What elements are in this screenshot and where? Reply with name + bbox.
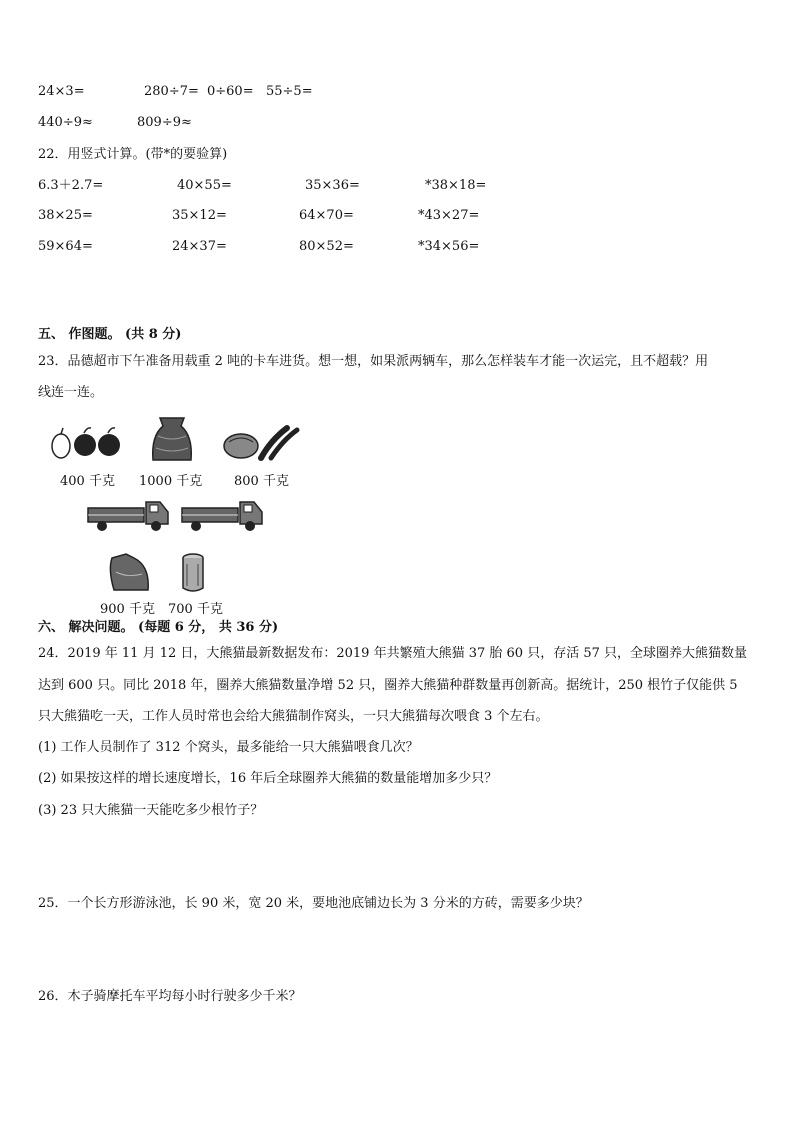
question-24-text: 24．2019 年 11 月 12 日，大熊猫最新数据发布：2019 年共繁殖大熊猫 37 胎 60 只，存活 57 只，全球圈养大熊猫数量 — [38, 646, 748, 661]
vegetables-icon — [221, 422, 301, 462]
calc-item: 35×12= — [172, 208, 227, 223]
fruit-icon — [48, 420, 120, 460]
question-23-text: 23．品德超市下午准备用载重 2 吨的卡车进货。想一想，如果派两辆车，那么怎样装车才能一次运完，且不超载？用 — [38, 354, 709, 369]
item-weight-label: 700 千克 — [168, 602, 223, 617]
section-5-heading: 五、 作图题。 (共 8 分) — [38, 327, 182, 342]
can-icon — [178, 552, 208, 594]
question-24-subquestion: (3) 23 只大熊猫一天能吃多少根竹子？ — [38, 803, 264, 818]
calc-item: 40×55= — [177, 178, 232, 193]
calc-item: 80×52= — [299, 239, 354, 254]
calc-item: 59×64= — [38, 239, 93, 254]
question-24-subquestion: (1) 工作人员制作了 312 个窝头，最多能给一只大熊猫喂食几次？ — [38, 740, 419, 755]
calc-item: *38×18= — [425, 178, 487, 193]
calc-item: 24×37= — [172, 239, 227, 254]
loading-figure — [44, 412, 314, 617]
calc-item: 440÷9≈ — [38, 115, 93, 130]
item-weight-label: 800 千克 — [234, 474, 289, 489]
calc-item: 55÷5= — [266, 84, 313, 99]
section-6-heading: 六、 解决问题。 (每题 6 分， 共 36 分) — [38, 620, 279, 635]
calc-item: 35×36= — [305, 178, 360, 193]
calc-item: *34×56= — [418, 239, 480, 254]
truck-icon — [86, 498, 172, 534]
sack-icon — [148, 414, 196, 464]
calc-item: 38×25= — [38, 208, 93, 223]
calc-item: 24×3= — [38, 84, 85, 99]
question-22-title: 22．用竖式计算。(带*的要验算) — [38, 147, 228, 162]
truck-icon — [180, 498, 266, 534]
item-weight-label: 400 千克 — [60, 474, 115, 489]
question-25-text: 25．一个长方形游泳池，长 90 米，宽 20 米，要地池底铺边长为 3 分米的方砖，需要多少块？ — [38, 896, 589, 911]
bag-icon — [106, 550, 154, 594]
item-weight-label: 1000 千克 — [139, 474, 203, 489]
question-24-subquestion: (2) 如果按这样的增长速度增长，16 年后全球圈养大熊猫的数量能增加多少只？ — [38, 771, 498, 786]
calc-item: 0÷60= — [207, 84, 254, 99]
question-23-text: 线连一连。 — [38, 385, 104, 400]
calc-item: 6.3＋2.7= — [38, 178, 104, 193]
calc-item: *43×27= — [418, 208, 480, 223]
calc-item: 280÷7= — [144, 84, 199, 99]
item-weight-label: 900 千克 — [100, 602, 155, 617]
calc-item: 809÷9≈ — [137, 115, 192, 130]
calc-item: 64×70= — [299, 208, 354, 223]
question-24-text: 达到 600 只。同比 2018 年，圈养大熊猫数量净增 52 只，圈养大熊猫种群数量再创新高。据统计，250 根竹子仅能供 5 — [38, 678, 738, 693]
question-24-text: 只大熊猫吃一天，工作人员时常也会给大熊猫制作窝头，一只大熊猫每次喂食 3 个左右。 — [38, 709, 549, 724]
question-26-text: 26．木子骑摩托车平均每小时行驶多少千米？ — [38, 989, 302, 1004]
